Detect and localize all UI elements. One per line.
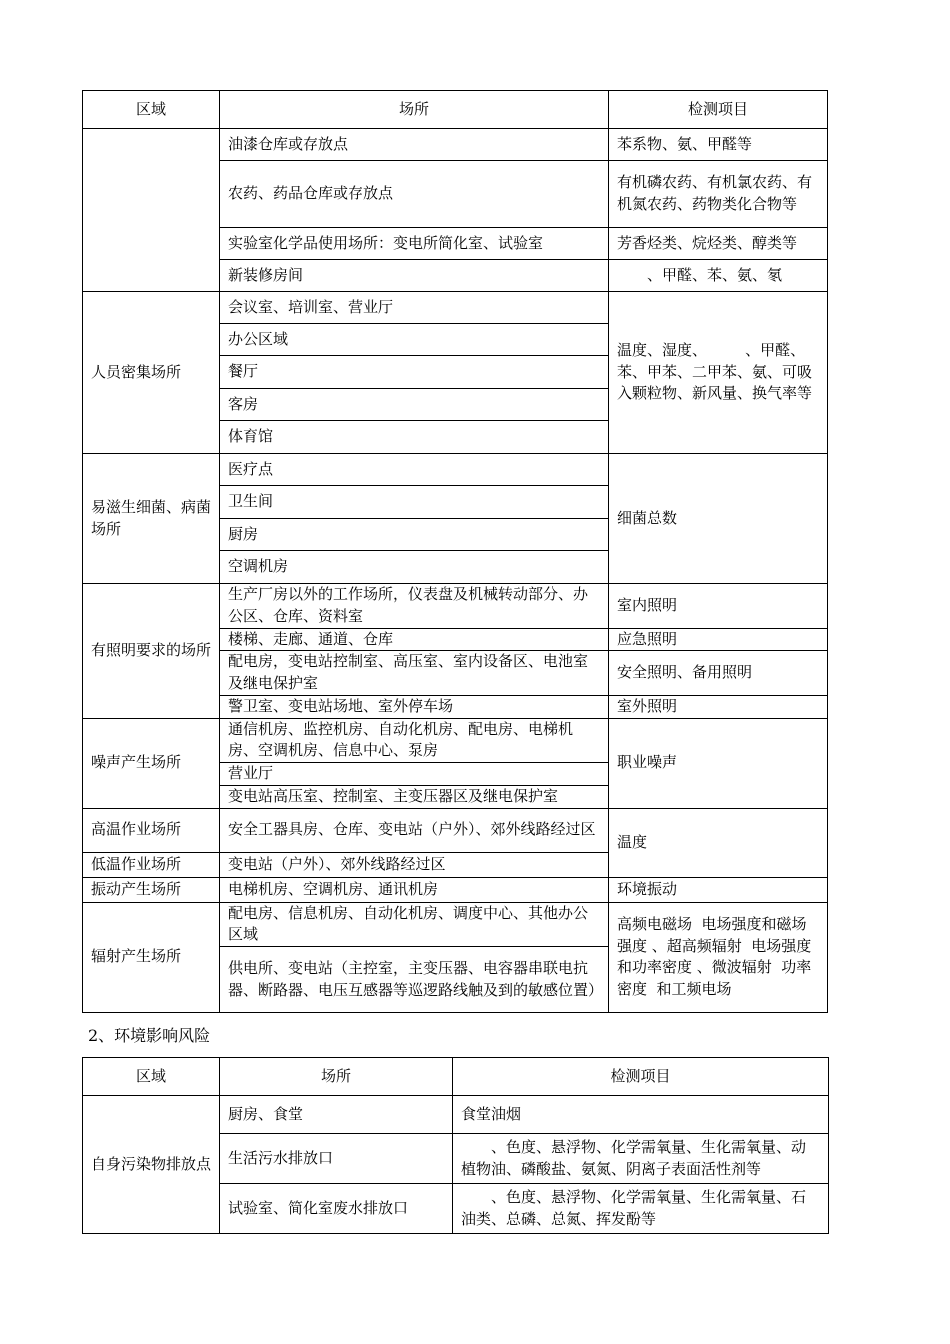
header-region: 区域 [83,91,220,129]
place-cell: 油漆仓库或存放点 [220,129,609,161]
items-cell: 职业噪声 [609,718,828,808]
items-cell: 室外照明 [609,695,828,718]
place-cell: 安全工器具房、仓库、变电站（户外）、郊外线路经过区 [220,808,609,852]
place-cell: 会议室、培训室、营业厅 [220,292,609,324]
header-items: 检测项目 [609,91,828,129]
place-cell: 配电房、信息机房、自动化机房、调度中心、其他办公区域 [220,902,609,947]
place-cell: 餐厅 [220,356,609,389]
place-cell: 体育馆 [220,421,609,454]
items-cell: 高频电磁场 电场强度和磁场强度 、超高频辐射 电场强度和功率密度 、微波辐射 功率密度 和工频电场 [609,902,828,1013]
place-cell: 变电站高压室、控制室、主变压器区及继电保护室 [220,785,609,808]
items-cell: 温度 [609,808,828,877]
items-cell: 食堂油烟 [453,1096,829,1134]
place-cell: 厨房、食堂 [220,1096,453,1134]
region-cell: 低温作业场所 [83,852,220,877]
region-cell: 人员密集场所 [83,292,220,454]
place-cell: 楼梯、走廊、通道、仓库 [220,628,609,651]
place-cell: 试验室、简化室废水排放口 [220,1184,453,1234]
place-cell: 营业厅 [220,763,609,786]
place-cell: 农药、药品仓库或存放点 [220,161,609,228]
place-cell: 警卫室、变电站场地、室外停车场 [220,695,609,718]
items-cell: 应急照明 [609,628,828,651]
region-cell: 振动产生场所 [83,877,220,902]
place-cell: 配电房，变电站控制室、高压室、室内设备区、电池室及继电保护室 [220,651,609,696]
region-cell: 易滋生细菌、病菌场所 [83,454,220,584]
items-cell: 、色度、悬浮物、化学需氧量、生化需氧量、石油类、总磷、总氮、挥发酚等 [453,1184,829,1234]
place-cell: 客房 [220,389,609,421]
occupational-monitoring-table [82,90,828,1013]
region-cell: 噪声产生场所 [83,718,220,808]
header-place: 场所 [220,91,609,129]
items-cell: 温度、湿度、 、甲醛、苯、甲苯、二甲苯、氨、可吸入颗粒物、新风量、换气率等 [609,292,828,454]
region-cell-empty [83,129,220,292]
place-cell: 办公区域 [220,324,609,356]
place-cell: 供电所、变电站（主控室，主变压器、电容器串联电抗器、断路器、电压互感器等巡逻路线触及到的敏感位置） [220,947,609,1013]
place-cell: 医疗点 [220,454,609,486]
region-cell: 辐射产生场所 [83,902,220,1013]
place-cell: 新装修房间 [220,260,609,292]
items-cell: 室内照明 [609,584,828,629]
place-cell: 厨房 [220,519,609,551]
environmental-risk-table [82,1057,829,1234]
items-cell: 细菌总数 [609,454,828,584]
items-cell: 、色度、悬浮物、化学需氧量、生化需氧量、动植物油、磷酸盐、氨氮、阴离子表面活性剂等 [453,1134,829,1184]
place-cell: 通信机房、监控机房、自动化机房、配电房、电梯机房、空调机房、信息中心、泵房 [220,718,609,763]
place-cell: 生活污水排放口 [220,1134,453,1184]
region-cell: 高温作业场所 [83,808,220,852]
items-cell: 安全照明、备用照明 [609,651,828,696]
items-cell: 苯系物、氨、甲醛等 [609,129,828,161]
region-cell: 有照明要求的场所 [83,584,220,719]
region-cell: 自身污染物排放点 [83,1096,220,1234]
items-cell: 芳香烃类、烷烃类、醇类等 [609,228,828,260]
header-region: 区域 [83,1058,220,1096]
header-items: 检测项目 [453,1058,829,1096]
place-cell: 电梯机房、空调机房、通讯机房 [220,877,609,902]
items-cell: 环境振动 [609,877,828,902]
items-cell: 有机磷农药、有机氯农药、有机氮农药、药物类化合物等 [609,161,828,228]
place-cell: 生产厂房以外的工作场所，仪表盘及机械转动部分、办公区、仓库、资料室 [220,584,609,629]
place-cell: 卫生间 [220,486,609,519]
place-cell: 实验室化学品使用场所：变电所简化室、试验室 [220,228,609,260]
place-cell: 变电站（户外）、郊外线路经过区 [220,852,609,877]
header-place: 场所 [220,1058,453,1096]
section-heading: 2、环境影响风险 [88,1026,211,1045]
items-cell: 、甲醛、苯、氨、氡 [609,260,828,292]
place-cell: 空调机房 [220,551,609,584]
